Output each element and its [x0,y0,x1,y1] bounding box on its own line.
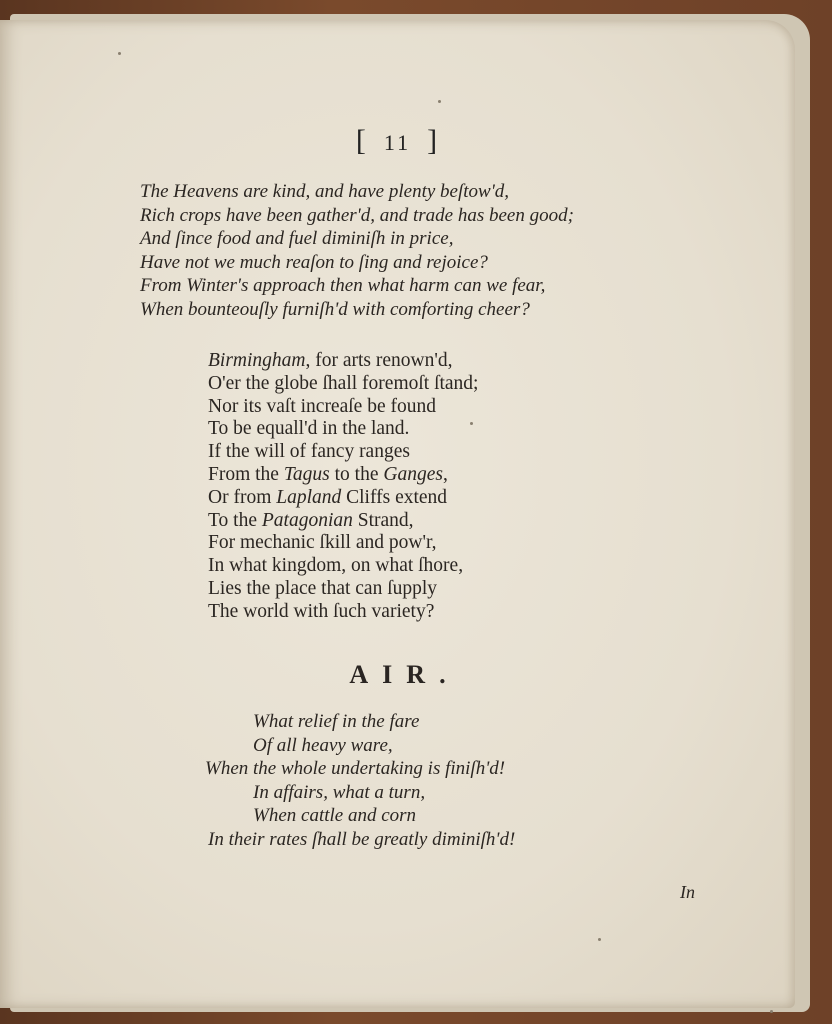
paper-speck [770,1010,773,1013]
verse-line: O'er the globe ſhall foremoſt ſtand; [208,372,479,394]
air-line: In affairs, what a turn, [253,781,426,803]
air-stanza [0,710,795,851]
place-name-patagonian: Patagonian [261,509,353,531]
page-number [0,124,795,158]
verse-line: If the will of fancy ranges [208,441,410,463]
verse-line: The world with ſuch variety? [208,600,435,622]
paper-speck [470,422,473,425]
verse-line: In what kingdom, on what ſhore, [208,555,464,577]
verse-line: Lies the place that can ſupply [208,577,438,599]
air-line: Of all heavy ware, [253,734,393,756]
place-name-lapland: Lapland [276,486,342,508]
verse-line [208,350,478,373]
air-line: In their rates ſhall be greatly diminiſh'd! [208,828,516,850]
page-number-close-bracket: ] [427,124,440,157]
intro-line: From Winter's approach then what harm can we fear, [140,275,546,296]
intro-stanza [140,180,574,321]
verse-line: Nor its vaſt increaſe be found [208,395,436,417]
place-name-tagus: Tagus [283,463,330,485]
verse-text: Cliffs extend [341,486,448,508]
verse-text: To the [208,509,262,531]
verse-stanza [208,350,478,624]
page-number-open-bracket: [ [355,124,368,157]
catchword: In [680,882,695,902]
verse-line: For mechanic ſkill and pow'r, [208,532,437,554]
verse-line [208,487,478,510]
place-name-ganges: Ganges [383,463,443,485]
verse-text: From the [208,463,284,485]
verse-line [208,510,478,533]
paper-speck [118,52,121,55]
intro-line: Rich crops have been gather'd, and trade has been good; [140,204,574,226]
verse-text: to the [329,463,384,485]
verse-text: , [442,463,448,485]
paper-speck [438,100,441,103]
verse-line [208,464,478,487]
verse-text: Strand, [352,509,414,531]
verse-line: To be equall'd in the land. [208,418,410,440]
book-page [0,20,795,1008]
air-line: What relief in the fare [253,711,420,732]
intro-line: The Heavens are kind, and have plenty beſtow'd, [140,181,510,202]
air-line: When the whole undertaking is finiſh'd! [205,758,506,779]
intro-line: Have not we much reaſon to ſing and rejoice? [140,251,488,273]
air-line: When cattle and corn [253,805,417,826]
verse-text: Or from [208,486,277,508]
intro-line: When bounteouſly furniſh'd with comforting cheer? [140,298,530,320]
paper-speck [598,938,601,941]
page-number-value: 11 [383,130,412,155]
verse-text: , for arts renown'd, [305,350,453,371]
place-name-birmingham: Birmingham [208,350,306,371]
intro-line: And ſince food and fuel diminiſh in price, [140,228,454,249]
air-heading: AIR. [349,660,460,689]
